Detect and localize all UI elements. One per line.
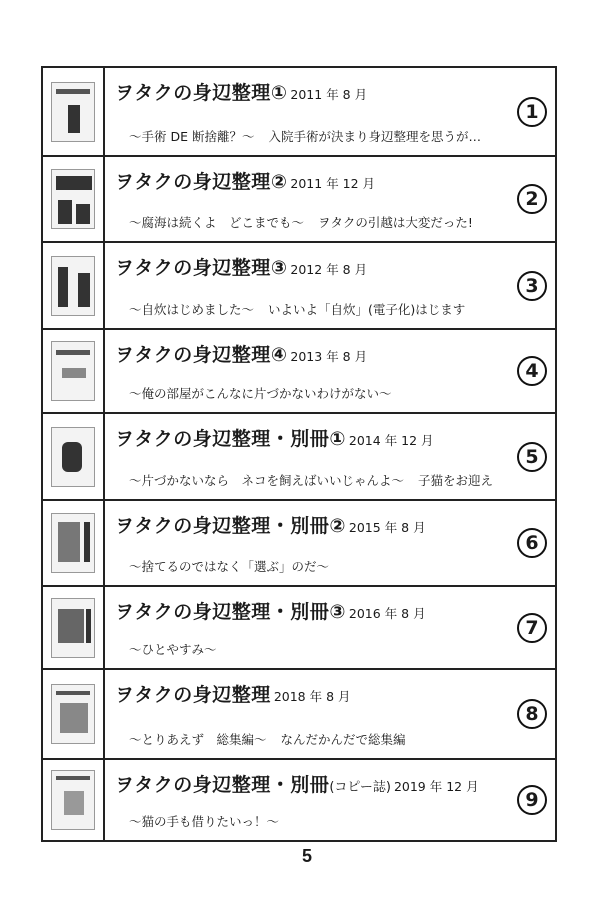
catalog-row	[43, 243, 555, 330]
series-title: ヲタクの身辺整理・別冊	[115, 601, 330, 623]
entry-content	[105, 330, 555, 412]
entry-description: ヲタクの引越は大変だった!	[318, 215, 473, 230]
cover-thumbnail	[51, 82, 95, 142]
release-date: 2012 年 8 月	[290, 262, 368, 277]
entry-title	[115, 770, 479, 797]
entry-content	[105, 501, 555, 585]
entry-subtitle: ～片づかないなら ネコを飼えばいいじゃんよ～	[129, 473, 405, 488]
entry-description: 子猫をお迎え	[418, 473, 494, 488]
entry-subtitle: ～猫の手も借りたいっ！～	[129, 814, 280, 829]
series-title: ヲタクの身辺整理	[115, 257, 271, 279]
entry-title	[115, 253, 367, 280]
release-date: 2014 年 12 月	[348, 433, 434, 448]
release-date: 2019 年 12 月	[393, 779, 479, 794]
volume-number: ②	[329, 515, 346, 537]
series-title: ヲタクの身辺整理	[115, 344, 271, 366]
circled-number-badge: 4	[517, 356, 547, 386]
entry-description: なんだかんだで総集編	[280, 732, 406, 747]
catalog-row	[43, 760, 555, 842]
circled-number-badge: 9	[517, 785, 547, 815]
release-date: 2016 年 8 月	[348, 606, 426, 621]
entry-description: いよいよ「自炊」(電子化)はじます	[268, 302, 466, 317]
entry-content	[105, 157, 555, 241]
volume-number: ①	[329, 428, 346, 450]
series-title: ヲタクの身辺整理	[115, 82, 271, 104]
circled-number-badge: 1	[517, 97, 547, 127]
circled-number-badge: 6	[517, 528, 547, 558]
circled-number-badge: 2	[517, 184, 547, 214]
cover-thumbnail-cell	[43, 501, 105, 585]
volume-number: ②	[270, 171, 288, 193]
release-date: 2011 年 8 月	[290, 87, 368, 102]
cover-thumbnail	[51, 427, 95, 487]
release-date: 2011 年 12 月	[290, 176, 376, 191]
series-title: ヲタクの身辺整理	[115, 684, 271, 706]
cover-thumbnail	[51, 341, 95, 401]
cover-thumbnail	[51, 598, 95, 658]
cover-thumbnail	[51, 684, 95, 744]
entry-title	[115, 340, 367, 367]
entry-title	[115, 680, 351, 707]
entry-title	[115, 78, 367, 105]
entry-subtitle-line	[129, 557, 343, 575]
entry-description: 入院手術が決まり身辺整理を思うが…	[268, 129, 481, 144]
volume-number: ④	[270, 344, 288, 366]
entry-subtitle-line	[129, 640, 231, 658]
entry-content	[105, 243, 555, 328]
entry-title	[115, 424, 434, 451]
release-date: 2015 年 8 月	[348, 520, 426, 535]
catalog-row	[43, 330, 555, 414]
cover-thumbnail-cell	[43, 330, 105, 412]
page-number: 5	[301, 846, 312, 866]
cover-thumbnail-cell	[43, 157, 105, 241]
circled-number-badge: 5	[517, 442, 547, 472]
series-title: ヲタクの身辺整理	[115, 171, 271, 193]
cover-thumbnail	[51, 256, 95, 316]
entry-title	[115, 167, 375, 194]
edition-note: (コピー誌)	[329, 780, 391, 795]
series-title: ヲタクの身辺整理・別冊	[115, 428, 330, 450]
entry-subtitle-line	[129, 300, 465, 318]
cover-thumbnail-cell	[43, 760, 105, 840]
catalog-row	[43, 68, 555, 157]
entry-content	[105, 587, 555, 668]
series-title: ヲタクの身辺整理・別冊	[115, 774, 330, 796]
cover-thumbnail	[51, 770, 95, 830]
catalog-row	[43, 587, 555, 670]
entry-subtitle-line	[129, 213, 473, 231]
entry-subtitle-line	[129, 384, 406, 402]
circled-number-badge: 8	[517, 699, 547, 729]
series-title: ヲタクの身辺整理・別冊	[115, 515, 330, 537]
cover-thumbnail-cell	[43, 68, 105, 155]
entry-subtitle: ～自炊はじめました～	[129, 302, 255, 317]
circled-number-badge: 7	[517, 613, 547, 643]
cover-thumbnail	[51, 513, 95, 573]
entry-subtitle: ～腐海は続くよ どこまでも～	[129, 215, 305, 230]
volume-number: ①	[270, 82, 288, 104]
entry-subtitle-line	[129, 471, 493, 489]
entry-title	[115, 597, 426, 624]
catalog-row	[43, 157, 555, 243]
cover-thumbnail-cell	[43, 587, 105, 668]
entry-content	[105, 670, 555, 758]
cover-thumbnail-cell	[43, 670, 105, 758]
entry-subtitle: ～とりあえず 総集編～	[129, 732, 267, 747]
entry-subtitle-line	[129, 812, 293, 830]
catalog-table	[41, 66, 557, 842]
entry-content	[105, 68, 555, 155]
entry-subtitle-line	[129, 127, 481, 145]
entry-title	[115, 511, 426, 538]
entry-subtitle: ～俺の部屋がこんなに片づかないわけがない～	[129, 386, 392, 401]
catalog-row	[43, 670, 555, 760]
cover-thumbnail	[51, 169, 95, 229]
circled-number-badge: 3	[517, 271, 547, 301]
entry-subtitle-line	[129, 730, 406, 748]
entry-subtitle: ～ひとやすみ～	[129, 642, 217, 657]
cover-thumbnail-cell	[43, 243, 105, 328]
entry-subtitle: ～手術 DE 断捨離？～	[129, 129, 255, 144]
entry-content	[105, 760, 555, 840]
volume-number: ③	[270, 257, 288, 279]
release-date: 2013 年 8 月	[290, 349, 368, 364]
cover-thumbnail-cell	[43, 414, 105, 499]
catalog-row	[43, 414, 555, 501]
catalog-row	[43, 501, 555, 587]
release-date: 2018 年 8 月	[273, 689, 351, 704]
volume-number: ③	[329, 601, 346, 623]
entry-content	[105, 414, 555, 499]
entry-subtitle: ～捨てるのではなく「選ぶ」のだ～	[129, 559, 330, 574]
